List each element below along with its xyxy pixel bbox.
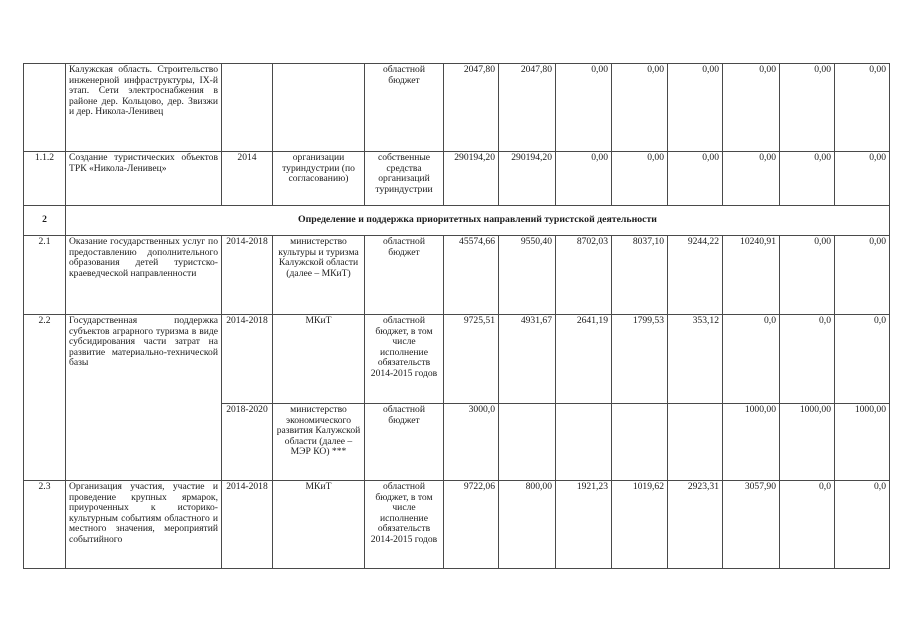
value-2020: 0,00	[835, 236, 890, 315]
value-2016: 8037,10	[612, 236, 668, 315]
value-2014: 800,00	[499, 481, 556, 569]
value-2019: 0,0	[780, 481, 835, 569]
value-total: 9725,51	[444, 315, 499, 404]
value-2020: 0,00	[835, 64, 890, 152]
years-cell	[222, 64, 273, 152]
value-2019: 1000,00	[780, 404, 835, 481]
value-2016: 1799,53	[612, 315, 668, 404]
funding-source: областной бюджет	[365, 64, 444, 152]
value-2015	[556, 404, 612, 481]
row-number: 2.1	[24, 236, 66, 315]
value-2018: 3057,90	[723, 481, 780, 569]
program-table	[23, 63, 890, 569]
value-2019: 0,0	[780, 315, 835, 404]
funding-source: собственные средства организаций туриндустрии	[365, 152, 444, 206]
measure-description: Государственная поддержка субъектов аграрного туризма в виде субсидирования части затрат на развитие материально-технической базы	[66, 315, 222, 481]
executor-cell: организации туриндустрии (по согласованию)	[273, 152, 365, 206]
value-2015: 0,00	[556, 152, 612, 206]
value-2018: 10240,91	[723, 236, 780, 315]
table-row	[24, 152, 890, 206]
value-2016: 1019,62	[612, 481, 668, 569]
years-cell: 2018-2020	[222, 404, 273, 481]
value-total: 290194,20	[444, 152, 499, 206]
value-2017: 0,00	[668, 64, 723, 152]
value-2020: 0,00	[835, 152, 890, 206]
value-2019: 0,00	[780, 236, 835, 315]
row-number: 2.3	[24, 481, 66, 569]
value-2020: 0,0	[835, 481, 890, 569]
value-2017: 2923,31	[668, 481, 723, 569]
executor-cell: МКиТ	[273, 315, 365, 404]
value-2015: 1921,23	[556, 481, 612, 569]
value-total: 3000,0	[444, 404, 499, 481]
value-2017: 0,00	[668, 152, 723, 206]
row-number: 1.1.2	[24, 152, 66, 206]
value-2019: 0,00	[780, 64, 835, 152]
value-2019: 0,00	[780, 152, 835, 206]
funding-source: областной бюджет, в том числе исполнение обязательств 2014-2015 годов	[365, 481, 444, 569]
measure-description: Создание туристических объектов ТРК «Никола-Ленивец»	[66, 152, 222, 206]
value-2015: 0,00	[556, 64, 612, 152]
value-2018: 0,00	[723, 64, 780, 152]
value-2016: 0,00	[612, 152, 668, 206]
section-number: 2	[24, 206, 66, 236]
value-total: 45574,66	[444, 236, 499, 315]
funding-source: областной бюджет, в том числе исполнение обязательств 2014-2015 годов	[365, 315, 444, 404]
value-2017: 353,12	[668, 315, 723, 404]
value-2020: 0,0	[835, 315, 890, 404]
value-2020: 1000,00	[835, 404, 890, 481]
value-2015: 8702,03	[556, 236, 612, 315]
value-total: 2047,80	[444, 64, 499, 152]
value-2016: 0,00	[612, 64, 668, 152]
years-cell: 2014-2018	[222, 315, 273, 404]
years-cell: 2014-2018	[222, 481, 273, 569]
funding-source: областной бюджет	[365, 404, 444, 481]
value-total: 9722,06	[444, 481, 499, 569]
value-2017: 9244,22	[668, 236, 723, 315]
table-row	[24, 64, 890, 152]
measure-description: Калужская область. Строительство инженерной инфраструктуры, IX-й этап. Сети электроснабжения в районе дер. Кольцово, дер. Звизжи и дер. Никола-Ленивец	[66, 64, 222, 152]
table-row	[24, 315, 890, 404]
section-title: Определение и поддержка приоритетных направлений туристской деятельности	[66, 206, 890, 236]
value-2014: 9550,40	[499, 236, 556, 315]
value-2014: 2047,80	[499, 64, 556, 152]
value-2018: 0,00	[723, 152, 780, 206]
executor-cell: МКиТ	[273, 481, 365, 569]
years-cell: 2014-2018	[222, 236, 273, 315]
measure-description: Организация участия, участие и проведение крупных ярмарок, приуроченных к историко-культурным событиям областного и местного значения, мероприятий событийного	[66, 481, 222, 569]
table-row	[24, 236, 890, 315]
value-2014	[499, 404, 556, 481]
years-cell: 2014	[222, 152, 273, 206]
value-2017	[668, 404, 723, 481]
value-2015: 2641,19	[556, 315, 612, 404]
table-row	[24, 481, 890, 569]
value-2018: 1000,00	[723, 404, 780, 481]
measure-description: Оказание государственных услуг по предоставлению дополнительного образования детей туристско-краеведческой направленности	[66, 236, 222, 315]
value-2016	[612, 404, 668, 481]
value-2014: 4931,67	[499, 315, 556, 404]
executor-cell	[273, 64, 365, 152]
executor-cell: министерство культуры и туризма Калужской области (далее – МКиТ)	[273, 236, 365, 315]
value-2014: 290194,20	[499, 152, 556, 206]
row-number: 2.2	[24, 315, 66, 481]
row-number	[24, 64, 66, 152]
section-row	[24, 206, 890, 236]
executor-cell: министерство экономического развития Калужской области (далее – МЭР КО) ***	[273, 404, 365, 481]
funding-source: областной бюджет	[365, 236, 444, 315]
value-2018: 0,0	[723, 315, 780, 404]
